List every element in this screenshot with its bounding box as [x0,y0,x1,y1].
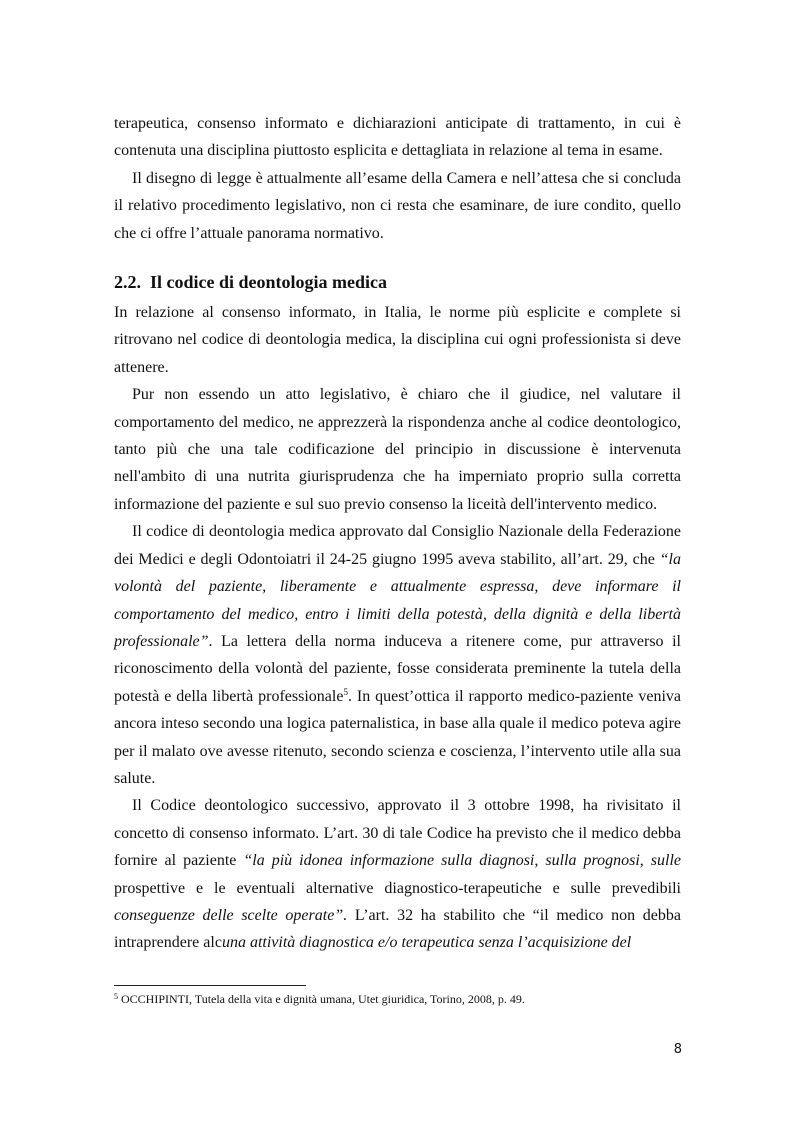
paragraph-6-quote-3: una attività diagnostica e/o terapeutica senza l’acquisizione del [221,934,632,952]
paragraph-5-text-b: . La lettera della norma induceva a ritenere come, pur attraverso il riconoscimento della volontà del paziente, fosse considerata preminente la tutela della potestà e della libertà professionale [114,632,681,705]
paragraph-6-quote-1: “la più idonea informazione sulla diagnosi, sulla prognosi, sulle [243,852,682,870]
paragraph-5-text-a: Il codice di deontologia medica approvato dal Consiglio Nazionale della Federazione dei Medici e degli Odontoiatri il 24-25 giugno 1995 aveva stabilito, all’art. 29, che [114,523,681,568]
page-number: 8 [673,1042,682,1057]
section-number: 2.2. [114,272,141,293]
paragraph-2-text: Il disegno di legge è attualmente all’esame della Camera e nell’attesa che si concluda il relativo procedimento legislativo, non ci resta che esaminare, de iure condito, quello che ci offre l’attuale panorama normativo. [114,169,681,242]
paragraph-3-text: In relazione al consenso informato, in Italia, le norme più esplicite e complete si ritrovano nel codice di deontologia medica, la disciplina cui ogni professionista si deve attenere. [114,304,681,376]
paragraph-1-text: terapeutica, consenso informato e dichiarazioni anticipate di trattamento, in cui è contenuta una disciplina piuttosto esplicita e dettagliata in relazione al tema in esame. [114,115,681,160]
footnote [114,991,681,1007]
body-text [114,110,681,957]
paragraph-6-text-a: Il Codice deontologico successivo, approvato il 3 ottobre 1998, ha rivisitato il concetto di consenso informato. L’art. 30 di tale Codice ha previsto che il medico debba fornire al paziente [114,797,681,870]
paragraph-3 [114,299,681,381]
paragraph-5-quote: “la volontà del paziente, liberamente e attualmente espressa, deve informare il comportamento del medico, entro i limiti della potestà, della dignità e della libertà professionale” [114,550,681,650]
paragraph-6-text-b: prospettive e le eventuali alternative diagnostico-terapeutiche e sulle prevedibili [114,879,681,897]
paragraph-5-text-c: . In quest’ottica il rapporto medico-paziente veniva ancora inteso secondo una logica paternalistica, in base alla quale il medico poteva agire per il malato ove avesse ritenuto, secondo scienza e coscienza, l’intervento utile alla sua salute. [114,687,681,787]
paragraph-4 [114,381,681,518]
footnote-marker: 5 [114,992,118,1001]
paragraph-6-quote-2: conseguenze delle scelte operate”. [114,906,348,924]
paragraph-2 [114,165,681,247]
paragraph-4-text: Pur non essendo un atto legislativo, è chiaro che il giudice, nel valutare il comportamento del medico, ne apprezzerà la rispondenza anche al codice deontologico, tanto più che una tale codificazione del principio in discussione è intervenuta nell'ambito di una nutrita giurisprudenza che ha imperniato proprio sulla corretta informazione del paziente e sul suo previo consenso la liceità dell'intervento medico. [114,386,681,513]
paragraph-6-text-c: L’art. 32 ha stabilito che “il medico non debba intraprendere alc [114,906,682,952]
footnote-divider [114,985,306,986]
paragraph-1 [114,110,681,165]
footnote-text: OCCHIPINTI, Tutela della vita e dignità umana, Utet giuridica, Torino, 2008, p. 49. [118,992,525,1006]
section-title: Il codice di deontologia medica [150,272,387,293]
section-heading [114,269,681,295]
footnote-reference: 5 [343,686,348,697]
paragraph-5 [114,518,681,792]
paragraph-6 [114,792,681,956]
